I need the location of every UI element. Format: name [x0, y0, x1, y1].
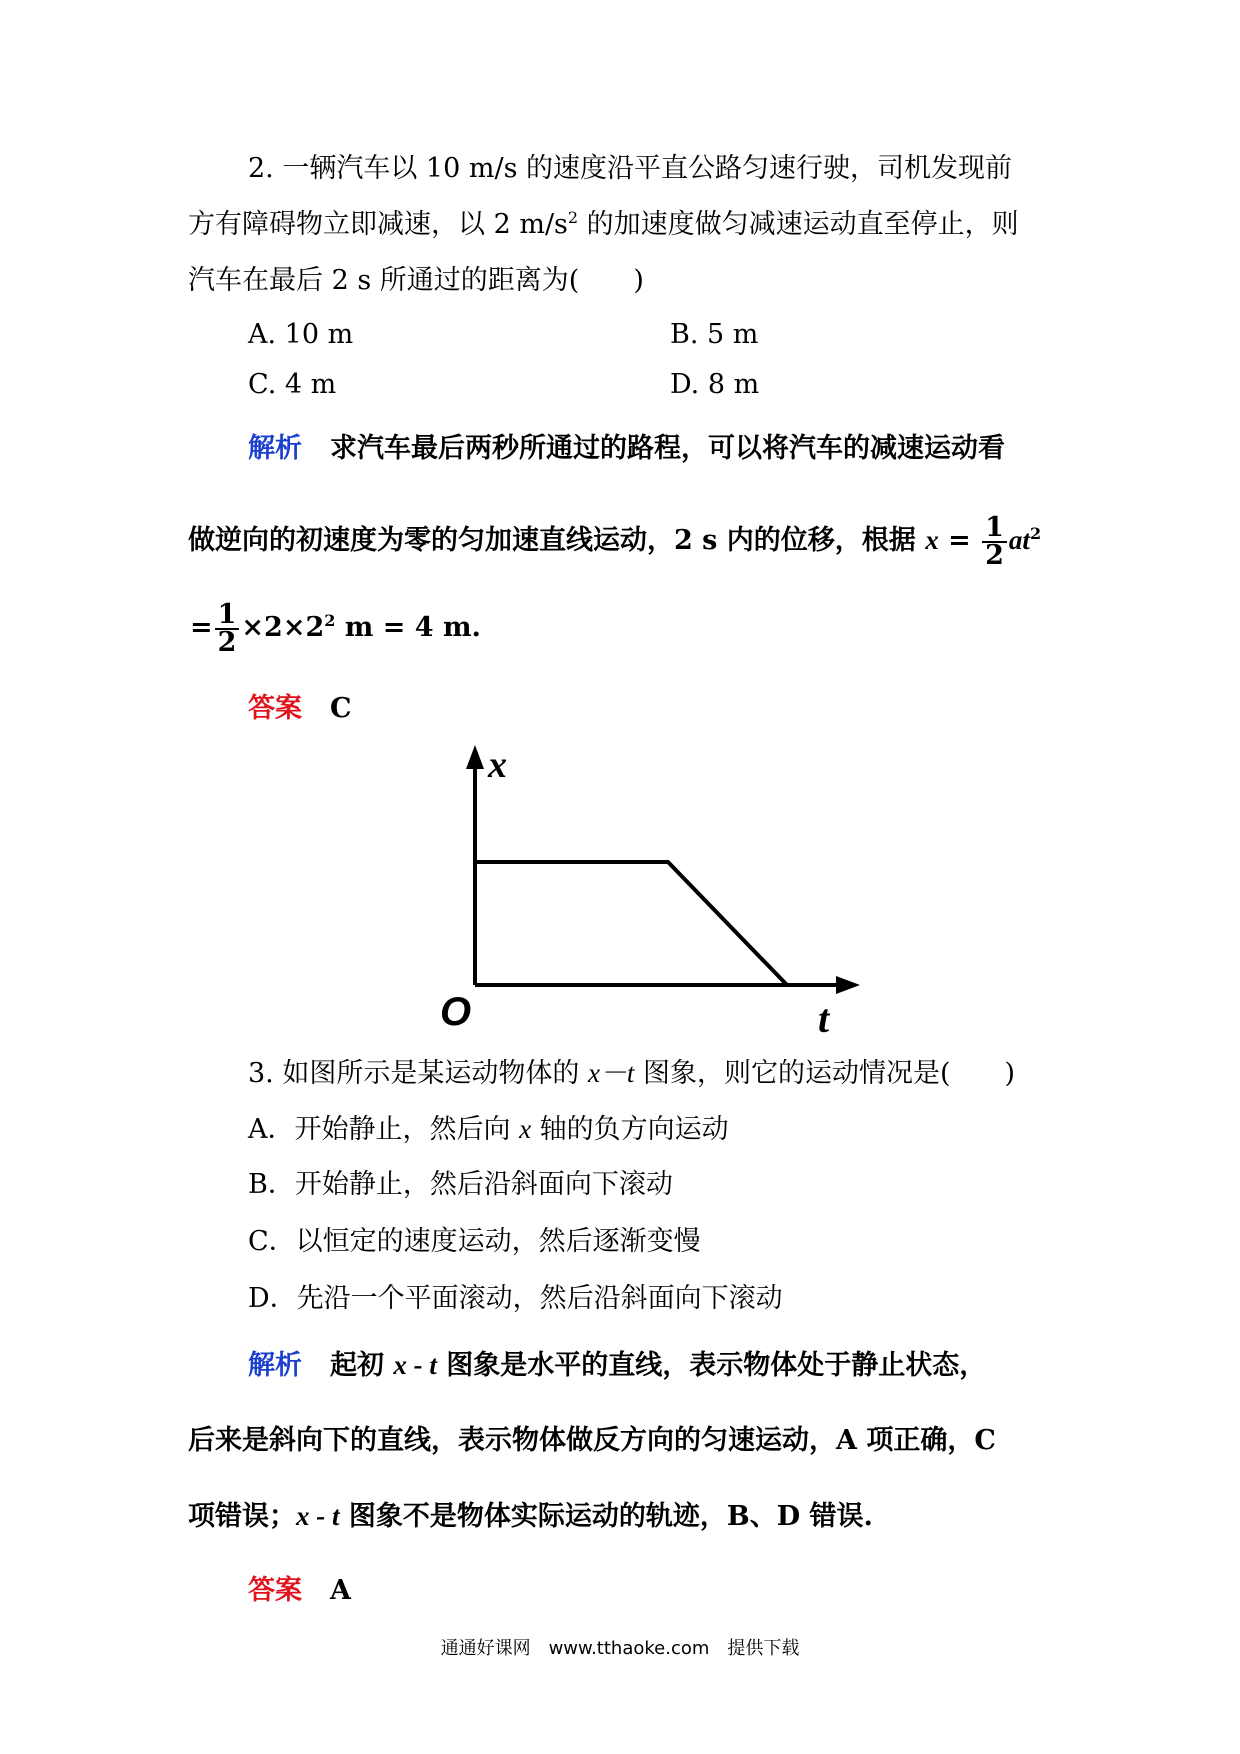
- q2-answer-value: C: [330, 693, 352, 724]
- q2-analysis-line3: [190, 598, 481, 658]
- q3-stem: [248, 1056, 1015, 1091]
- q3-analysis-text1a: 起初: [330, 1350, 394, 1381]
- q3-analysis-var1: x - t: [393, 1350, 437, 1380]
- q3-option-a: [248, 1112, 729, 1147]
- q2-analysis-line2: [188, 510, 1041, 570]
- q2-analysis-text2: 做逆向的初速度为零的匀加速直线运动，2 s 内的位移，根据: [188, 525, 926, 556]
- x-axis-arrow: [836, 976, 860, 994]
- q3-answer-value: A: [330, 1575, 351, 1606]
- q2-analysis-result: m = 4 m.: [335, 612, 481, 643]
- q3-analysis-line1: [248, 1348, 986, 1383]
- x-axis-label: t: [818, 996, 830, 1035]
- q2-stem-line3: 汽车在最后 2 s 所通过的距离为( ): [188, 265, 644, 296]
- fraction-denominator: 2: [985, 539, 1004, 571]
- xt-graph: [430, 735, 880, 1035]
- q3-analysis-line2: 后来是斜向下的直线，表示物体做反方向的匀速运动，A 项正确，C: [188, 1425, 996, 1456]
- formula-x: x: [925, 525, 939, 555]
- q2-option-b: B. 5 m: [670, 319, 759, 350]
- q3-answer-label: 答案: [248, 1575, 302, 1606]
- q3-analysis-text1b: 图象是水平的直线，表示物体处于静止状态，: [436, 1350, 987, 1381]
- q2-option-d: D. 8 m: [670, 369, 760, 400]
- q2-option-a: A. 10 m: [248, 319, 354, 350]
- formula-fraction: [982, 511, 1007, 571]
- q3-stem-b: 图象，则它的运动情况是( ): [634, 1058, 1016, 1089]
- graph-axes: [466, 745, 860, 994]
- q3-analysis-var3: x - t: [296, 1501, 340, 1531]
- q3-analysis-text3b: 图象不是物体实际运动的轨迹，B、D 错误.: [339, 1501, 873, 1532]
- formula-at: at: [1008, 525, 1030, 555]
- formula-fraction-2: [215, 598, 240, 658]
- q2-analysis-calc: ×2×2: [241, 612, 325, 643]
- q2-stem-line2-sup: 2: [567, 208, 579, 227]
- q3-option-b: B．开始静止，然后沿斜面向下滚动: [248, 1169, 673, 1200]
- q2-answer-label: 答案: [248, 693, 302, 724]
- q3-answer: [248, 1574, 351, 1608]
- q2-analysis-eq: =: [190, 612, 213, 643]
- formula-sup: 2: [1029, 524, 1042, 543]
- q3-option-a-var: x: [519, 1114, 532, 1144]
- q3-analysis-text3a: 项错误；: [188, 1501, 296, 1532]
- q3-analysis-line3: [188, 1499, 873, 1534]
- q2-analysis-label: 解析: [248, 433, 302, 464]
- fraction-numerator-2: 1: [215, 602, 240, 630]
- q2-stem-line2-text: 方有障碍物立即减速，以 2 m/s: [188, 209, 568, 240]
- q3-stem-var: x－t: [587, 1058, 635, 1088]
- q3-stem-a: 3. 如图所示是某运动物体的: [248, 1058, 588, 1089]
- formula-equals: =: [938, 525, 981, 556]
- q2-analysis-calc-sup: 2: [324, 611, 336, 630]
- y-axis-arrow: [466, 745, 484, 769]
- origin-label: O: [440, 990, 472, 1034]
- q3-analysis-label: 解析: [248, 1350, 302, 1381]
- q3-option-d: D．先沿一个平面滚动，然后沿斜面向下滚动: [248, 1283, 783, 1314]
- q3-option-a-text: A．开始静止，然后向: [248, 1114, 520, 1145]
- fraction-denominator-2: 2: [217, 626, 237, 658]
- q2-stem-line1: 2. 一辆汽车以 10 m/s 的速度沿平直公路匀速行驶，司机发现前: [248, 153, 1013, 184]
- fraction-numerator: 1: [982, 515, 1007, 543]
- q2-stem-line2: [188, 208, 1019, 242]
- footer-source: 通通好课网 www.tthaoke.com 提供下载: [440, 1638, 800, 1659]
- q3-option-c: C．以恒定的速度运动，然后逐渐变慢: [248, 1226, 701, 1257]
- q2-option-c: C. 4 m: [248, 369, 337, 400]
- y-axis-label: x: [488, 744, 507, 786]
- q2-answer: [248, 692, 352, 726]
- q2-stem-line2-text-end: 的加速度做匀减速运动直至停止，则: [578, 209, 1019, 240]
- q2-analysis-line1: [248, 432, 1005, 466]
- q3-option-a-text-end: 轴的负方向运动: [531, 1114, 729, 1145]
- graph-curve: [475, 862, 787, 985]
- q2-analysis-text1: 求汽车最后两秒所通过的路程，可以将汽车的减速运动看: [330, 433, 1005, 464]
